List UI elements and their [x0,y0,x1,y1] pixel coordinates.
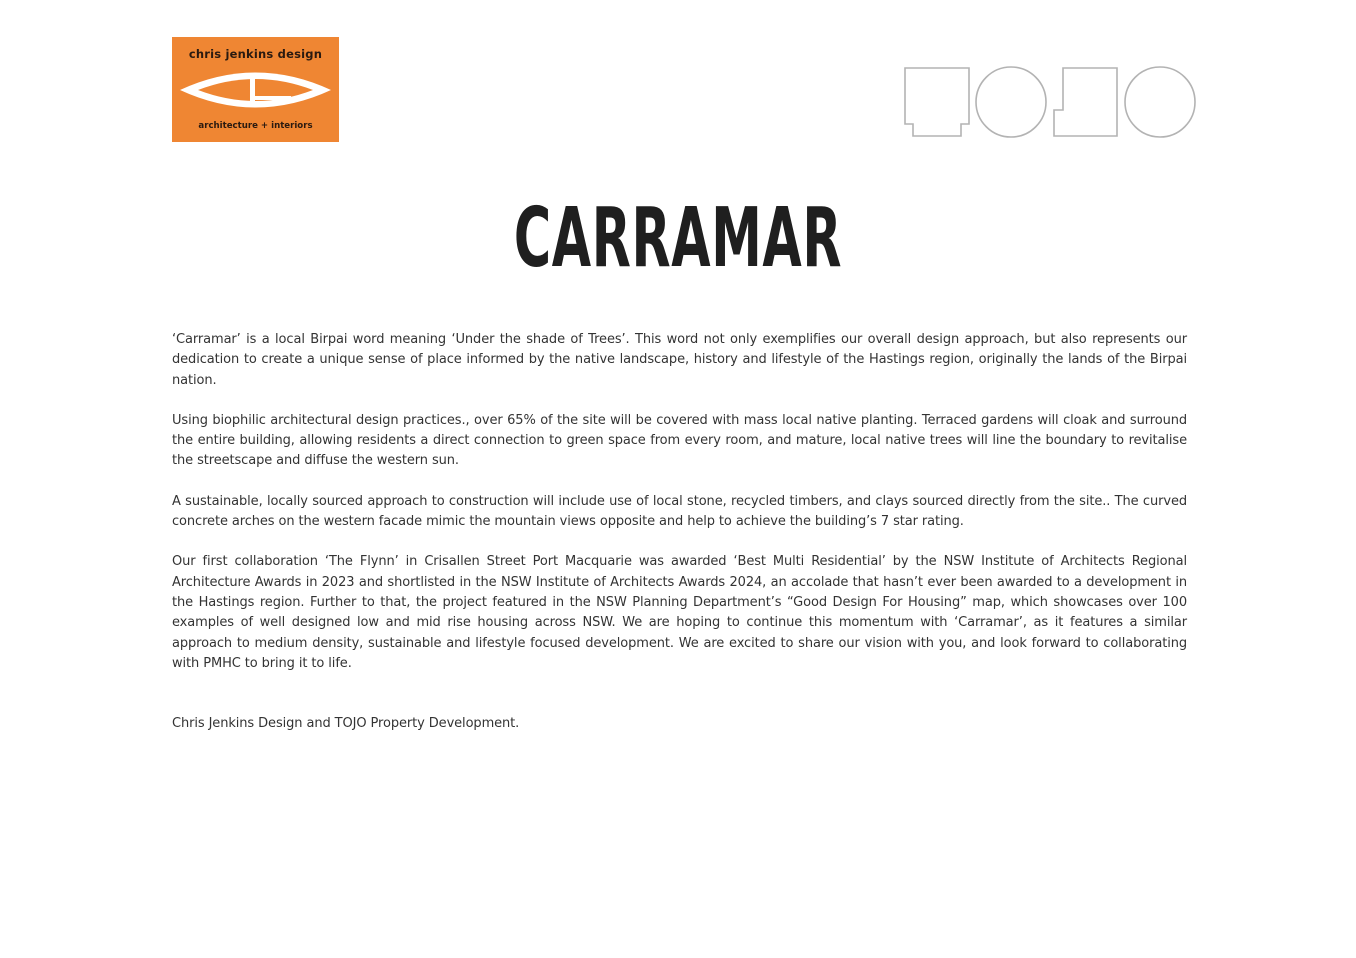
tojo-logo [900,62,1200,142]
tojo-letter-o-first [976,67,1046,137]
logo-top-text: chris jenkins design [188,47,323,61]
signoff: Chris Jenkins Design and TOJO Property Development. [172,716,520,732]
document-body [172,330,1187,734]
paragraph-biophilic: Using biophilic architectural design practices., over 65% of the site will be covered with mass local native planting. Terraced gardens will cloak and surround the entire building, allowing residents a direct connection to green space from every room, and mature, local native trees will line the boundary to revitalise the streetscape and diffuse the western sun. [172,412,1187,469]
page-title: CARRAMAR [513,191,843,286]
tojo-letter-j [1054,68,1117,136]
logo-bottom-text: architecture + interiors [198,121,313,131]
paragraph-intro: ‘Carramar’ is a local Birpai word meaning ‘Under the shade of Trees’. This word not only exemplifies our overall design approach, but also represents our dedication to create a unique sense of place informed by the native landscape, history and lifestyle of the Hastings region, originally the lands of the Birpai nation. [172,332,1187,388]
paragraph-collaboration: Our first collaboration ‘The Flynn’ in Crisallen Street Port Macquarie was awarded ‘Best Multi Residential’ by the NSW Institute of Architects Regional Architecture Awards in 2023 and shortlisted in the NSW Institute of Architects Awards 2024, an accolade that hasn’t ever been awarded to a development in the Hastings region. Further to that, the project featured in the NSW Planning Department’s “Good Design For Housing” map, which showcases over 100 examples of well designed low and mid rise housing across NSW. We are hoping to continue this momentum with ‘Carramar’, as it features a similar approach to medium density, sustainable and lifestyle focused development. We are excited to share our vision with you, and look forward to collaborating with PMHC to bring it to life. [172,554,1187,671]
paragraph-sustainable: A sustainable, locally sourced approach to construction will include use of local stone, recycled timbers, and clays sourced directly from the site.. The curved concrete arches on the western facade mimic the mountain views opposite and help to achieve the building’s 7 star rating. [172,493,1187,530]
tojo-letter-t [905,68,969,136]
chris-jenkins-design-logo [172,37,339,142]
tojo-letter-o-second [1125,67,1195,137]
